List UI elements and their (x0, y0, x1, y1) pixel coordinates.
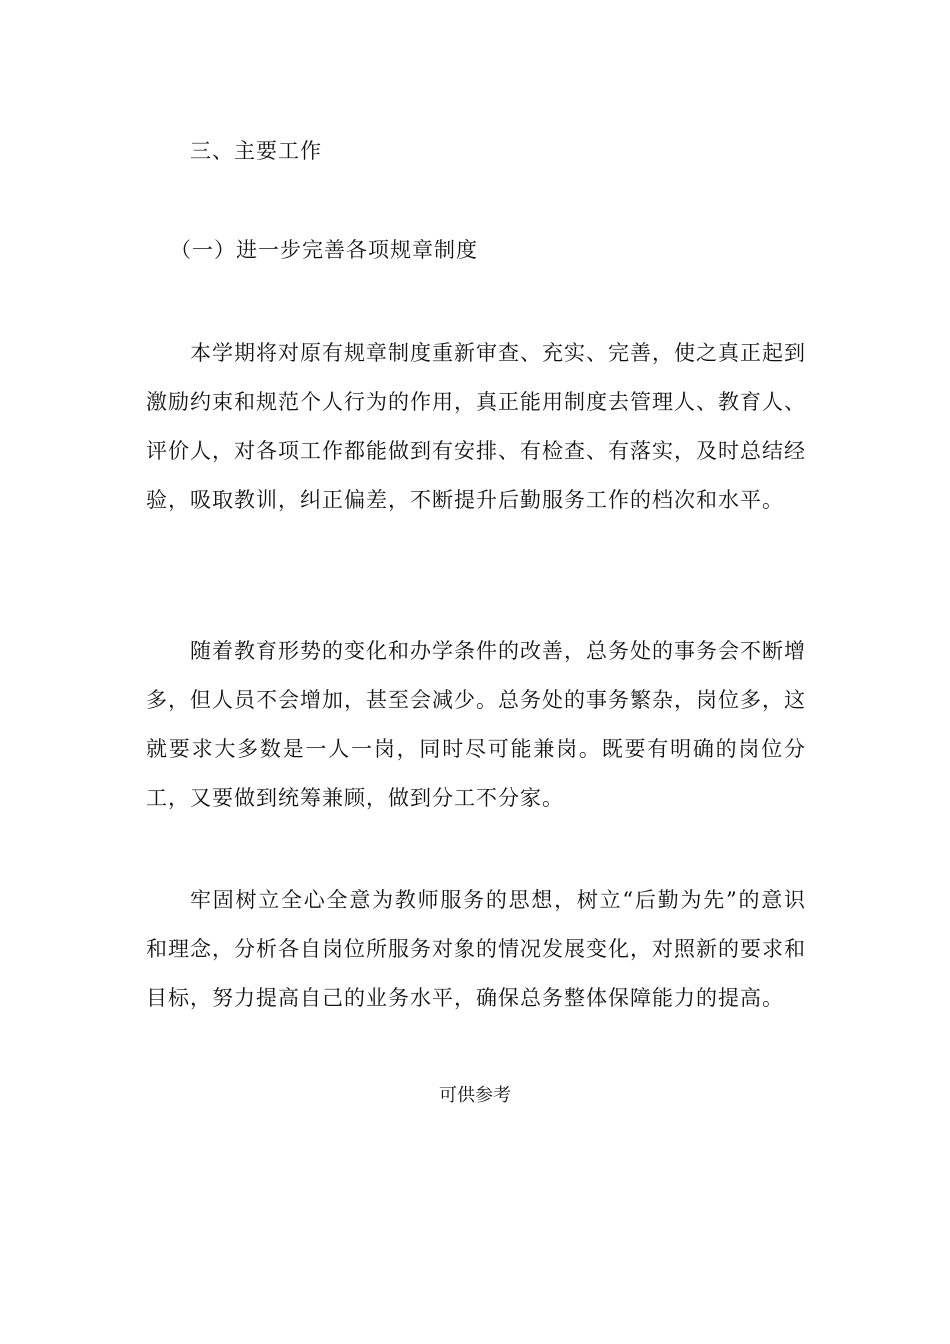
paragraph-3: 牢固树立全心全意为教师服务的思想，树立“后勤为先”的意识和理念，分析各自岗位所服务对象的情况发展变化，对照新的要求和目标，努力提高自己的业务水平，确保总务整体保障能力的提高。 (146, 888, 806, 1010)
paragraph-2: 随着教育形势的变化和办学条件的改善，总务处的事务会不断增多，但人员不会增加，甚至会减少。总务处的事务繁杂，岗位多，这就要求大多数是一人一岗，同时尽可能兼岗。既要有明确的岗位分工，又要做到统筹兼顾，做到分工不分家。 (146, 639, 806, 810)
subsection-heading: （一）进一步完善各项规章制度 (170, 238, 478, 262)
paragraph-1: 本学期将对原有规章制度重新审查、充实、完善，使之真正起到激励约束和规范个人行为的作用，真正能用制度去管理人、教育人、评价人，对各项工作都能做到有安排、有检查、有落实，及时总结经验，吸取教训，纠正偏差，不断提升后勤服务工作的档次和水平。 (146, 341, 806, 512)
section-heading: 三、主要工作 (190, 139, 322, 163)
footer-note: 可供参考 (439, 1085, 511, 1106)
